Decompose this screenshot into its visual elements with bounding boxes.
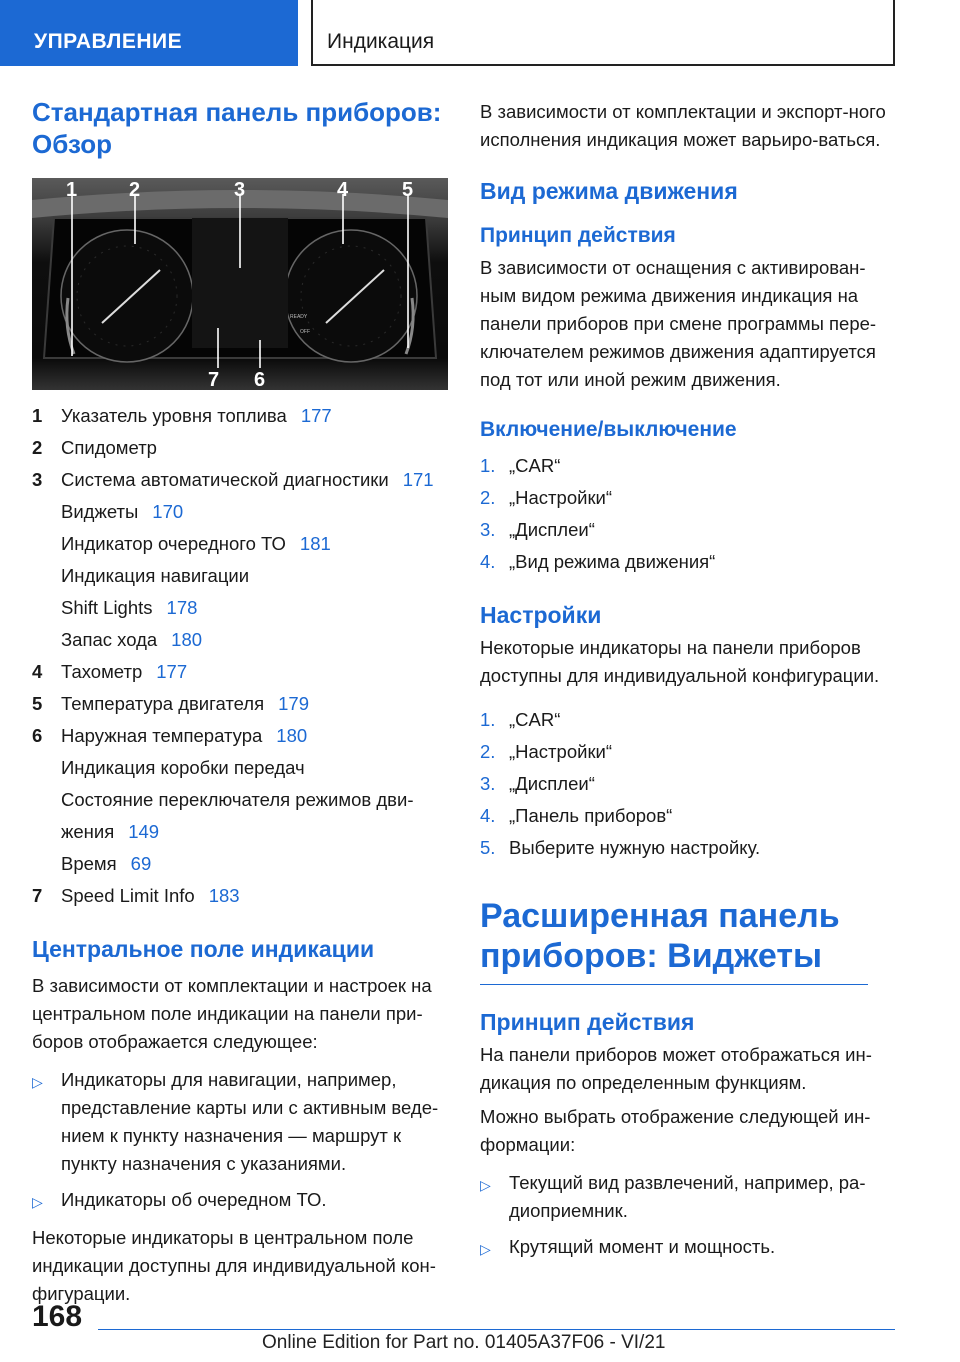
bullet-text: Текущий вид развлечений, например, ра-диоприемник.	[509, 1172, 866, 1221]
legend-item	[32, 528, 450, 560]
page-reference-link[interactable]: 177	[156, 661, 188, 682]
step-number: 2.	[480, 487, 496, 508]
step-text: „Настройки“	[509, 487, 613, 508]
legend-item	[32, 720, 450, 752]
step-item	[480, 736, 898, 768]
central-field-text: В зависимости от комплектации и настроек на центральном поле индикации на панели при-боров отображается следующее:	[32, 975, 432, 1052]
step-item	[480, 450, 898, 482]
page-reference-link[interactable]: 177	[300, 405, 332, 426]
legend-number: 2	[32, 437, 43, 458]
page-reference-link[interactable]: 183	[208, 885, 240, 906]
legend-item	[32, 784, 450, 816]
legend-item	[32, 656, 450, 688]
step-text: „Настройки“	[509, 741, 613, 762]
triangle-bullet-icon: ▷	[32, 1194, 43, 1210]
legend-number	[32, 848, 61, 880]
legend-item	[32, 848, 450, 880]
legend-number: 7	[32, 885, 43, 906]
step-text: „Дисплеи“	[509, 519, 595, 540]
step-item	[480, 514, 898, 546]
step-item	[480, 768, 898, 800]
callout-1: 1	[66, 179, 78, 201]
legend-item	[32, 880, 450, 912]
legend-number: 3	[32, 469, 43, 490]
step-item	[480, 704, 898, 736]
intro-text: В зависимости от комплектации и экспорт-ного исполнения индикация может варьиро-ваться.	[480, 101, 886, 150]
legend-item	[32, 560, 450, 592]
legend-number	[32, 784, 61, 816]
callout-3: 3	[234, 179, 246, 201]
legend-item	[32, 752, 450, 784]
extended-cluster-title: Расширенная панель приборов: Виджеты	[480, 897, 840, 975]
step-number: 5.	[480, 837, 496, 858]
footer-rule	[98, 1329, 895, 1330]
legend-text: Speed Limit Info 183	[61, 885, 240, 906]
callout-7: 7	[208, 369, 220, 390]
legend-item	[32, 432, 450, 464]
cluster-illustration	[32, 178, 448, 390]
drive-mode-title: Вид режима движения	[480, 178, 738, 204]
legend-text: Тахометр 177	[61, 661, 188, 682]
legend-text: Спидометр	[61, 437, 157, 458]
legend-text: Указатель уровня топлива 177	[61, 405, 332, 426]
step-number: 4.	[480, 551, 496, 572]
legend-text: Запас хода 180	[61, 629, 203, 650]
right-column	[480, 98, 898, 1271]
step-number: 4.	[480, 805, 496, 826]
step-number: 1.	[480, 709, 496, 730]
bullet-text: Индикаторы об очередном ТО.	[61, 1189, 327, 1210]
legend-item	[32, 592, 450, 624]
step-number: 3.	[480, 519, 496, 540]
legend-item	[32, 464, 450, 496]
legend-number: 4	[32, 661, 43, 682]
legend-text: Время 69	[61, 853, 152, 874]
principle-title: Принцип действия	[480, 224, 676, 247]
page-reference-link[interactable]: 180	[171, 629, 203, 650]
ext-text-1: На панели приборов может отображаться ин-дикация по определенным функциям.	[480, 1044, 872, 1093]
page-reference-link[interactable]: 181	[299, 533, 331, 554]
legend-text: Индикация коробки передач	[61, 757, 305, 778]
step-number: 1.	[480, 455, 496, 476]
callout-6: 6	[254, 369, 266, 390]
legend-number: 6	[32, 725, 43, 746]
page-reference-link[interactable]: 180	[276, 725, 308, 746]
settings-steps	[480, 704, 898, 864]
onoff-title: Включение/выключение	[480, 418, 737, 441]
legend-text: Температура двигателя 179	[61, 693, 309, 714]
legend-number	[32, 528, 61, 560]
central-field-title: Центральное поле индикации	[32, 936, 375, 962]
off-label: OFF	[300, 329, 310, 335]
legend-text: Индикатор очередного ТО 181	[61, 533, 331, 554]
legend-text: Система автоматической диагностики 171	[61, 469, 434, 490]
page-number: 168	[32, 1300, 83, 1333]
legend-text: Виджеты 170	[61, 501, 184, 522]
triangle-bullet-icon: ▷	[480, 1241, 491, 1257]
ext-text-2: Можно выбрать отображение следующей ин-формации:	[480, 1106, 871, 1155]
legend-number	[32, 624, 61, 656]
legend-number	[32, 560, 61, 592]
overview-title: Стандартная панель приборов: Обзор	[32, 97, 442, 159]
legend-number	[32, 752, 61, 784]
page-reference-link[interactable]: 179	[278, 693, 309, 714]
step-number: 3.	[480, 773, 496, 794]
bullet-item	[32, 1186, 450, 1216]
legend-number: 1	[32, 405, 43, 426]
section-rule	[480, 984, 868, 985]
legend-number	[32, 496, 61, 528]
step-text: „Дисплеи“	[509, 773, 595, 794]
step-text: „CAR“	[509, 455, 561, 476]
section-tab: УПРАВЛЕНИЕ	[0, 0, 298, 66]
legend-number	[32, 592, 61, 624]
edition-text: Online Edition for Part no. 01405A37F06 - VI/21	[262, 1332, 666, 1353]
bullet-text: Индикаторы для навигации, например, представление карты или с активным веде-нием к пункту назначения — маршрут к пункту назначения с указаниями.	[61, 1069, 439, 1174]
page-header	[0, 0, 960, 66]
bullet-item	[480, 1169, 898, 1225]
step-item	[480, 832, 898, 864]
legend-item	[32, 688, 450, 720]
callout-2: 2	[129, 179, 141, 201]
settings-title: Настройки	[480, 602, 602, 628]
triangle-bullet-icon: ▷	[480, 1177, 491, 1193]
legend-text: Shift Lights 178	[61, 597, 198, 618]
page-reference-link[interactable]: 149	[128, 821, 160, 842]
topic-tab: Индикация	[311, 0, 895, 66]
legend-text: жения 149	[61, 821, 160, 842]
instrument-cluster-figure	[32, 178, 448, 390]
central-bullets	[32, 1066, 450, 1216]
legend-text: Наружная температура 180	[61, 725, 308, 746]
page-reference-link[interactable]: 69	[130, 853, 152, 874]
triangle-bullet-icon: ▷	[32, 1074, 43, 1090]
legend-text: Индикация навигации	[61, 565, 250, 586]
left-column	[32, 96, 450, 1308]
bullet-text: Крутящий момент и мощность.	[509, 1236, 776, 1257]
figure-legend	[32, 400, 450, 912]
ext-principle-title: Принцип действия	[480, 1009, 695, 1035]
page-reference-link[interactable]: 178	[166, 597, 198, 618]
page-reference-link[interactable]: 170	[152, 501, 184, 522]
legend-number: 5	[32, 693, 43, 714]
principle-text: В зависимости от оснащения с активирован-ным видом режима движения индикация на панели приборов при смене программы пере-ключателем режимов движения адаптируется под тот или иной режим движения.	[480, 257, 877, 390]
step-text: „Вид режима движения“	[509, 551, 716, 572]
legend-text: Состояние переключателя режимов дви-	[61, 789, 414, 810]
callout-5: 5	[402, 179, 414, 201]
callout-4: 4	[337, 179, 349, 201]
step-text: Выберите нужную настройку.	[509, 837, 761, 858]
step-item	[480, 800, 898, 832]
bullet-item	[480, 1233, 898, 1263]
legend-item	[32, 496, 450, 528]
legend-item	[32, 816, 450, 848]
ready-label: READY	[290, 314, 308, 320]
legend-item	[32, 400, 450, 432]
legend-item	[32, 624, 450, 656]
onoff-steps	[480, 450, 898, 578]
bullet-item	[32, 1066, 450, 1178]
step-text: „CAR“	[509, 709, 561, 730]
settings-text: Некоторые индикаторы на панели приборов доступны для индивидуальной конфигурации.	[480, 637, 880, 686]
central-field-note: Некоторые индикаторы в центральном поле индикации доступны для индивидуальной кон-фигурации.	[32, 1227, 436, 1304]
ext-bullets	[480, 1169, 898, 1263]
page-reference-link[interactable]: 171	[402, 469, 434, 490]
step-item	[480, 482, 898, 514]
step-number: 2.	[480, 741, 496, 762]
step-text: „Панель приборов“	[509, 805, 673, 826]
step-item	[480, 546, 898, 578]
legend-number	[32, 816, 61, 848]
